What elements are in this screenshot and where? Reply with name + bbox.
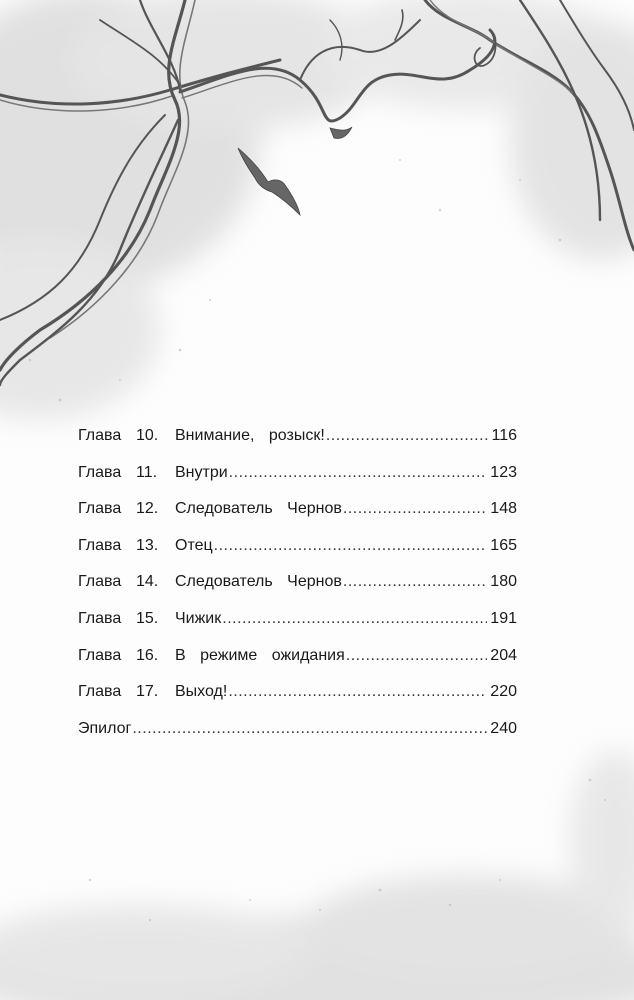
toc-entry-chapter-16[interactable] — [78, 644, 517, 681]
chapter-number: 14. — [136, 573, 159, 591]
toc-entry-chapter-13[interactable] — [78, 534, 517, 571]
dot-leader — [132, 717, 487, 741]
chapter-prefix — [78, 497, 175, 521]
dot-leader — [229, 461, 488, 485]
chapter-number: 11. — [136, 463, 158, 481]
toc-entry-chapter-15[interactable] — [78, 607, 517, 644]
page-number: 220 — [490, 683, 517, 701]
chapter-title: Отец — [175, 536, 213, 554]
chapter-title: Следователь Чернов — [175, 573, 342, 591]
chapter-number: 12. — [136, 500, 159, 518]
page-number: 240 — [490, 719, 517, 737]
ink-birds — [238, 127, 352, 215]
dot-leader — [228, 680, 487, 704]
dot-leader — [326, 424, 489, 448]
chapter-prefix — [78, 680, 175, 704]
chapter-title: Внимание, розыск! — [175, 427, 325, 444]
chapter-prefix — [78, 607, 175, 631]
chapter-label: Глава — [78, 683, 122, 701]
chapter-label: Глава — [78, 536, 122, 554]
chapter-title: Выход! — [175, 683, 228, 701]
toc-entry-chapter-10[interactable] — [78, 424, 517, 461]
page-number: 148 — [490, 500, 517, 518]
chapter-label: Глава — [78, 646, 122, 664]
top-watercolor-wash — [0, 0, 634, 420]
toc-entry-chapter-17[interactable] — [78, 680, 517, 717]
page-number: 123 — [490, 463, 517, 481]
chapter-label: Глава — [78, 573, 122, 591]
dot-leader — [214, 534, 488, 558]
chapter-label: Глава — [78, 427, 122, 444]
toc-entry-chapter-14[interactable] — [78, 570, 517, 607]
page-number: 191 — [490, 609, 517, 627]
chapter-prefix — [78, 534, 175, 558]
chapter-title: Следователь Чернов — [175, 500, 342, 518]
chapter-number: 16. — [136, 646, 159, 664]
dot-leader — [346, 644, 488, 668]
dot-leader — [343, 497, 487, 521]
page-number: 180 — [490, 573, 517, 591]
ink-vines — [0, 0, 634, 385]
toc-entry-chapter-12[interactable] — [78, 497, 517, 534]
chapter-title: Эпилог — [78, 719, 132, 737]
chapter-prefix — [78, 644, 175, 668]
page-number: 165 — [490, 536, 517, 554]
page-number: 204 — [490, 646, 517, 664]
chapter-title: Чижик — [175, 609, 222, 627]
chapter-number: 15. — [136, 609, 159, 627]
chapter-number: 13. — [136, 536, 159, 554]
bottom-watercolor-wash — [0, 750, 634, 1000]
chapter-prefix — [78, 461, 175, 485]
chapter-label: Глава — [78, 500, 122, 518]
chapter-label: Глава — [78, 609, 122, 627]
chapter-number: 17. — [136, 683, 159, 701]
chapter-number: 10. — [136, 427, 159, 444]
toc-entry-epilogue[interactable] — [78, 717, 517, 754]
dot-leader — [343, 570, 487, 594]
table-of-contents — [78, 424, 517, 753]
page-number: 116 — [491, 427, 517, 444]
dot-leader — [222, 607, 487, 631]
chapter-prefix — [78, 424, 175, 448]
chapter-prefix — [78, 570, 175, 594]
chapter-title: В режиме ожидания — [175, 646, 345, 664]
chapter-label: Глава — [78, 463, 122, 481]
chapter-title: Внутри — [175, 463, 228, 481]
toc-entry-chapter-11[interactable] — [78, 461, 517, 498]
